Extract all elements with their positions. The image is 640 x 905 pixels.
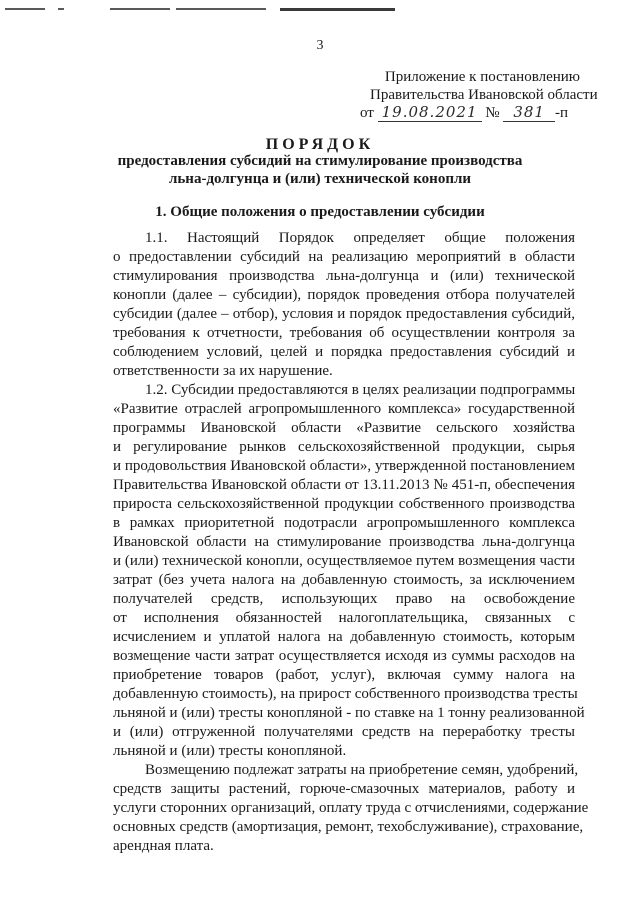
page-number: 3 (316, 38, 324, 53)
body-line: и продовольствия Ивановской области», утвержденной постановлением (113, 458, 575, 474)
body-line: средств защиты растений, горюче-смазочных материалов, работу и (113, 781, 575, 797)
decree-date: 19.08.2021 (378, 103, 482, 122)
body-line: приобретение товаров (работ, услуг), включая сумму налога на (113, 667, 575, 683)
from-label: от (360, 105, 374, 121)
body-line: в рамках приоритетной подотрасли агропромышленного комплекса (113, 515, 575, 531)
body-line: возмещение части затрат осуществляется исходя из суммы расходов на (113, 648, 575, 664)
number-suffix: -п (554, 105, 568, 121)
decree-number: 381 (503, 103, 555, 122)
body-line: арендная плата. (113, 838, 214, 854)
body-line: и (или) технической конопли, осуществляемое путем возмещения части (113, 553, 575, 569)
body-line: программы Ивановской области «Развитие сельского хозяйства (113, 420, 575, 436)
body-line: Возмещению подлежат затраты на приобретение семян, удобрений, (145, 762, 579, 778)
document-title: ПОРЯДОК (265, 136, 375, 153)
body-line: субсидии (далее – отбор), условия и порядок предоставления субсидий, (113, 306, 575, 322)
body-line: добавленную стоимость), на прирост собственного производства тресты (113, 686, 578, 702)
body-line: соблюдением условий, целей и порядка предоставления субсидий и (113, 344, 575, 360)
body-line: Ивановской области на стимулирование производства льна-долгунца (113, 534, 575, 550)
section-title: 1. Общие положения о предоставлении субсидии (155, 204, 485, 220)
body-line: затрат (без учета налога на добавленную стоимость, за исключением (113, 572, 575, 588)
body-line: и регулирование рынков сельскохозяйственной продукции, сырья (113, 439, 575, 455)
body-line: исчислением и уплатой налога на добавленную стоимость, которым (113, 629, 575, 645)
body-line: конопли (далее – субсидии), порядок проведения отбора получателей (113, 287, 575, 303)
body-text (113, 229, 589, 856)
appendix-line: Правительства Ивановской области (370, 87, 598, 103)
decree-reference (360, 103, 582, 122)
appendix-header (370, 68, 598, 104)
body-line: услуги сторонних организаций, оплату труда с отчислениями, содержание (113, 800, 589, 816)
body-line: и (или) отгруженной получателями средств на переработку тресты (113, 724, 575, 740)
number-label: № (485, 105, 500, 121)
body-line: льняной и (или) тресты конопляной - по ставке на 1 тонну реализованной (113, 705, 585, 721)
scan-artifact-top (0, 8, 400, 16)
body-line: стимулирования производства льна-долгунца и (или) технической (113, 268, 575, 284)
body-line: основных средств (амортизация, ремонт, техобслуживание), страхование, (113, 819, 584, 835)
appendix-line: Приложение к постановлению (384, 69, 580, 85)
body-line: 1.2. Субсидии предоставляются в целях реализации подпрограммы (145, 382, 576, 398)
body-line: ответственности за их нарушение. (113, 363, 333, 379)
body-line: требования к отчетности, требования об осуществлении контроля за (113, 325, 575, 341)
body-line: получателей средств, использующих право на освобождение (113, 591, 575, 607)
document-subtitle (80, 152, 560, 188)
subtitle-line: льна-долгунца и (или) технической конопли (168, 171, 472, 187)
body-line: льняной и (или) тресты конопляной. (113, 743, 347, 759)
body-line: прироста сельскохозяйственной продукции собственного производства (113, 496, 575, 512)
body-line: от исполнения обязанностей налогоплательщика, связанных с (113, 610, 575, 626)
body-line: 1.1. Настоящий Порядок определяет общие положения (145, 230, 575, 246)
subtitle-line: предоставления субсидий на стимулирование производства (117, 153, 523, 169)
body-line: «Развитие отраслей агропромышленного комплекса» государственной (113, 401, 575, 417)
body-line: Правительства Ивановской области от 13.11.2013 № 451-п, обеспечения (113, 477, 575, 493)
body-line: о предоставлении субсидий на реализацию мероприятий в области (113, 249, 575, 265)
